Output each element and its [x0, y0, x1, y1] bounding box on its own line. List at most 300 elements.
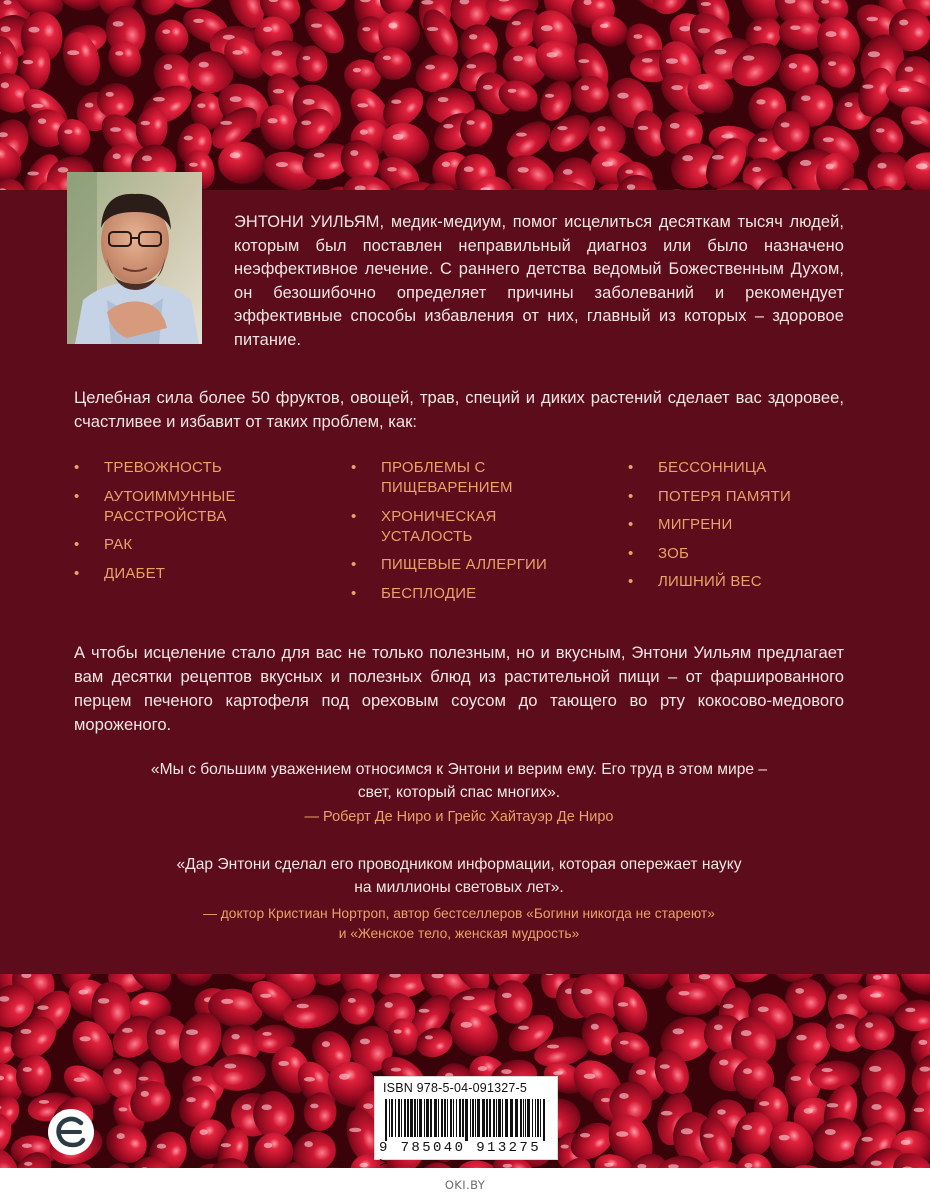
seed-highlight [221, 999, 233, 1004]
pomegranate-seeds-top [0, 0, 930, 190]
seed-highlight [563, 169, 573, 175]
seed-highlight [263, 27, 272, 32]
list-item: • ПОТЕРЯ ПАМЯТИ [628, 487, 791, 505]
barcode-bar [532, 1099, 533, 1137]
seed-highlight [899, 20, 908, 26]
seed-highlight [164, 64, 172, 70]
seed-highlight [866, 17, 878, 22]
seed-highlight [580, 989, 592, 995]
seed-highlight [723, 1004, 734, 1009]
seed-highlight [513, 56, 523, 62]
seed-highlight [618, 1002, 629, 1006]
quote-line: свет, который спас многих». [357, 783, 561, 801]
bullet-icon: • [351, 459, 357, 476]
seed-highlight [600, 24, 608, 28]
intro-paragraph: Целебная сила более 50 фруктов, овощей, трав, специй и диких растений сделает вас здоровее, счастливее и избавит от таких проблем, как: [74, 388, 844, 431]
seed-highlight [604, 1163, 613, 1167]
seed-highlight [905, 66, 914, 71]
seed-highlight [391, 1068, 402, 1072]
seed-highlight [501, 1069, 512, 1074]
quote-line: «Мы с большим уважением относимся к Энтони и верим ему. Его труд в этом мире – [150, 761, 768, 778]
list-item: • АУТОИММУННЫЕ РАССТРОЙСТВА [74, 487, 236, 525]
seed-highlight [546, 52, 557, 57]
author-photo [67, 172, 202, 344]
seed-highlight [617, 93, 628, 99]
seed-highlight [138, 1077, 148, 1081]
seed-highlight [918, 1040, 927, 1045]
problems-list-column-2 [351, 458, 591, 612]
seed-highlight [682, 155, 693, 161]
seed-highlight [557, 126, 567, 130]
barcode-bar [438, 1099, 439, 1137]
seed-highlight [789, 63, 797, 69]
seed-highlight [74, 1078, 86, 1082]
seed-highlight [714, 49, 726, 55]
seed-highlight [508, 89, 517, 93]
bullet-icon: • [74, 564, 80, 582]
seed-highlight [186, 1097, 196, 1102]
seed-highlight [701, 2, 711, 6]
seed-highlight [27, 171, 39, 175]
seed-highlight [348, 998, 356, 1003]
barcode-digits: 9 785040 913275 > [379, 1140, 542, 1168]
seed-highlight [23, 60, 33, 64]
seed-highlight [113, 1068, 121, 1074]
seed-highlight [39, 1100, 49, 1104]
seed-highlight [276, 162, 288, 167]
seed-highlight [197, 103, 205, 108]
barcode-bar [414, 1099, 416, 1137]
list-item: • БЕСПЛОДИЕ [351, 584, 477, 602]
seed-highlight [717, 1109, 726, 1114]
seed-highlight [23, 1067, 32, 1072]
seed-highlight [698, 28, 710, 33]
barcode-bar [465, 1099, 468, 1141]
seed-highlight [421, 0, 433, 5]
seed-highlight [322, 1041, 330, 1047]
seed-highlight [438, 97, 449, 102]
barcode-bar [489, 1099, 491, 1137]
quote-line: на миллионы световых лет». [354, 878, 564, 896]
seed-highlight [862, 84, 873, 88]
seed-highlight [22, 1144, 32, 1148]
barcode-bar [407, 1099, 409, 1137]
seed-highlight [24, 1162, 32, 1166]
barcode-bar [498, 1099, 501, 1137]
seed-highlight [742, 1125, 752, 1130]
seed-highlight [117, 1133, 125, 1139]
seed-highlight [642, 58, 653, 63]
seed-highlight [78, 990, 88, 995]
seed-highlight [681, 1128, 693, 1134]
seed-highlight [580, 1133, 590, 1138]
problems-list-column-1 [74, 458, 314, 592]
seed-highlight [388, 23, 397, 29]
barcode-bar [505, 1099, 508, 1137]
seed-highlight [98, 998, 109, 1004]
seed-highlight [516, 133, 527, 137]
seed-highlight [679, 26, 690, 31]
seed-highlight [466, 120, 474, 124]
barcode-bar [426, 1099, 429, 1137]
seed-highlight [790, 1076, 801, 1081]
seed-highlight [703, 1134, 714, 1138]
seed-highlight [868, 51, 880, 57]
attribution-line: — Роберт Де Ниро и Грейс Хайтауэр Де Ниро [304, 809, 614, 825]
seed-highlight [157, 1144, 166, 1149]
list-item: • МИГРЕНИ [628, 516, 733, 533]
pomegranate-seeds-top-image [0, 0, 930, 190]
seed-highlight [845, 102, 853, 107]
seed-highlight [106, 92, 114, 97]
seed-highlight [79, 1036, 90, 1041]
seed-highlight [349, 1128, 361, 1132]
author-portrait-image [67, 172, 202, 344]
barcode-bar [477, 1099, 480, 1137]
seed-highlight [115, 51, 123, 55]
seed-highlight [638, 126, 648, 130]
seed-highlight [153, 97, 165, 101]
seed-highlight [758, 1007, 769, 1013]
seed-highlight [826, 31, 837, 37]
seed-highlight [871, 1104, 881, 1110]
list-item: • ПРОБЛЕМЫ С ПИЩЕВАРЕНИЕМ [351, 459, 513, 496]
seed-highlight [64, 130, 72, 135]
seed-highlight [869, 1066, 881, 1072]
barcode-bar [543, 1099, 545, 1141]
seed-highlight [752, 167, 761, 172]
seed-highlight [363, 1103, 373, 1109]
seed-highlight [619, 1093, 629, 1099]
seed-highlight [113, 21, 124, 27]
barcode-bar [444, 1099, 446, 1137]
seed-highlight [756, 99, 765, 104]
seed-highlight [28, 27, 39, 33]
seed-highlight [910, 120, 922, 124]
seed-highlight [804, 1108, 813, 1114]
seed-highlight [142, 155, 152, 161]
seed-highlight [394, 1029, 402, 1033]
barcode-bar [447, 1099, 448, 1137]
seed-highlight [425, 1035, 433, 1039]
bullet-icon: • [628, 544, 634, 562]
seed-highlight [905, 1008, 915, 1012]
bullet-icon: • [628, 487, 634, 505]
barcode-bar [535, 1099, 536, 1137]
seed-highlight [698, 84, 709, 89]
seed-highlight [230, 152, 241, 158]
seed-highlight [20, 1029, 31, 1034]
seed-highlight [221, 1143, 231, 1147]
seed-highlight [861, 1137, 872, 1142]
seed-highlight [110, 127, 121, 132]
seed-highlight [1, 82, 9, 88]
barcode-bar [417, 1099, 418, 1137]
seed-highlight [561, 1144, 569, 1148]
seed-highlight [141, 121, 150, 125]
seed-highlight [359, 1163, 367, 1168]
seed-highlight [67, 50, 79, 55]
seed-highlight [714, 1024, 723, 1030]
seed-highlight [278, 1061, 289, 1066]
seed-highlight [636, 1069, 646, 1074]
seed-highlight [547, 1045, 559, 1049]
seed-highlight [362, 27, 370, 31]
seed-highlight [743, 1068, 752, 1074]
bullet-icon: • [628, 459, 634, 476]
barcode-bar [486, 1099, 488, 1137]
seed-highlight [741, 1030, 752, 1036]
seed-highlight [303, 99, 315, 105]
bullet-icon: • [628, 573, 634, 590]
seed-highlight [876, 128, 885, 132]
bullet-icon: • [351, 507, 357, 525]
seed-highlight [743, 55, 755, 60]
barcode-bar [395, 1099, 396, 1137]
seed-highlight [779, 1135, 790, 1141]
seed-highlight [759, 1101, 769, 1106]
seed-highlight [870, 993, 881, 997]
seed-highlight [192, 1076, 201, 1082]
seed-highlight [360, 1038, 370, 1044]
barcode-bar [496, 1099, 497, 1137]
seed-highlight [871, 1160, 882, 1165]
seed-highlight [616, 1131, 628, 1137]
seed-highlight [578, 59, 589, 63]
bullet-icon: • [351, 584, 357, 602]
seed-highlight [200, 1129, 208, 1135]
barcode-bar [410, 1099, 413, 1137]
bullet-icon: • [74, 459, 80, 476]
barcode-bar [502, 1099, 503, 1137]
seed-highlight [825, 1129, 836, 1135]
seed-highlight [518, 167, 529, 173]
bullet-icon: • [74, 536, 80, 553]
seed-highlight [825, 163, 833, 169]
seed-highlight [193, 19, 204, 23]
seed-highlight [721, 134, 733, 138]
seed-highlight [827, 1103, 839, 1107]
list-item: • ТРЕВОЖНОСТЬ [74, 459, 222, 476]
seed-highlight [339, 1074, 350, 1080]
seed-highlight [795, 988, 804, 994]
isbn-barcode [374, 1076, 558, 1168]
seed-highlight [162, 29, 170, 34]
seed-highlight [671, 85, 683, 90]
seed-highlight [836, 1024, 845, 1029]
seed-highlight [357, 103, 368, 107]
seed-highlight [314, 153, 325, 158]
seed-highlight [385, 1002, 393, 1008]
seed-highlight [232, 50, 242, 55]
seed-highlight [796, 1035, 806, 1041]
barcode-bar [424, 1099, 425, 1137]
seed-highlight [666, 58, 678, 64]
seed-highlight [304, 1141, 313, 1147]
seed-highlight [353, 68, 361, 73]
seed-highlight [85, 103, 94, 108]
page-footer [0, 1168, 930, 1200]
seed-highlight [419, 1009, 430, 1013]
seed-highlight [442, 162, 450, 167]
seed-highlight [272, 50, 283, 55]
barcode-bar [515, 1099, 518, 1137]
seed-highlight [224, 1064, 236, 1069]
seed-highlight [242, 1104, 252, 1110]
seed-highlight [633, 34, 642, 39]
seed-highlight [231, 1034, 239, 1040]
seed-highlight [837, 994, 847, 1000]
barcode-bar [434, 1099, 437, 1137]
seed-highlight [553, 1071, 562, 1075]
seed-highlight [267, 118, 277, 123]
seed-highlight [311, 24, 322, 28]
seed-highlight [37, 1005, 48, 1010]
isbn-label: ISBN 978-5-04-091327-5 [383, 1081, 528, 1095]
barcode-bar [540, 1099, 541, 1137]
seed-highlight [712, 155, 724, 160]
barcode-bar [470, 1099, 471, 1137]
seed-highlight [443, 124, 453, 129]
seed-highlight [898, 88, 909, 92]
seed-highlight [31, 104, 43, 108]
seed-highlight [660, 1064, 670, 1069]
seed-highlight [800, 160, 811, 166]
seed-highlight [602, 161, 613, 166]
seed-highlight [425, 65, 435, 70]
problems-list-column-3 [628, 458, 868, 601]
barcode-bar [527, 1099, 530, 1137]
seed-highlight [262, 1104, 272, 1110]
barcode-bar [441, 1099, 443, 1137]
seed-highlight [916, 163, 928, 169]
seed-highlight [360, 129, 368, 134]
seed-highlight [753, 26, 761, 31]
quote-attribution-1 [74, 807, 844, 827]
seed-highlight [719, 1059, 728, 1065]
list-item: • РАК [74, 536, 133, 553]
seed-highlight [512, 21, 521, 25]
testimonial-quote-1 [74, 759, 844, 804]
seed-highlight [464, 166, 474, 172]
seed-highlight [873, 975, 882, 980]
seed-highlight [597, 126, 605, 132]
attribution-line: и «Женское тело, женская мудрость» [338, 926, 580, 941]
barcode-bar [523, 1099, 524, 1137]
barcode-bar [520, 1099, 522, 1137]
site-watermark: OKI.BY [444, 1178, 486, 1192]
seed-highlight [466, 64, 476, 68]
barcode-bar [450, 1099, 452, 1137]
seed-highlight [38, 118, 46, 124]
seed-highlight [383, 56, 391, 61]
seed-highlight [828, 61, 836, 66]
attribution-line: — доктор Кристиан Нортроп, автор бестселлеров «Богини никогда не стареют» [203, 906, 715, 921]
seed-highlight [189, 163, 198, 167]
seed-highlight [758, 138, 768, 142]
seed-highlight [230, 96, 242, 102]
barcode-bar [389, 1099, 390, 1137]
seed-highlight [461, 1022, 472, 1028]
barcode-bar [462, 1099, 464, 1137]
barcode-bars [383, 1099, 551, 1141]
barcode-bar [537, 1099, 539, 1137]
seed-highlight [350, 150, 358, 156]
seed-highlight [301, 120, 311, 125]
seed-highlight [620, 1040, 629, 1044]
seed-highlight [469, 34, 477, 39]
author-bio: ЭНТОНИ УИЛЬЯМ, медик-медиум, помог исцелиться десяткам тысяч людей, которым был поставлен неправильный диагноз или было назначено неэффективное лечение. С раннего детства ведомый Божественным Духом, он безошибочно определяет причины заболеваний и рекомендует эффективные способы избавления от них, главный из которых – здоровое питание. [234, 213, 844, 349]
seed-highlight [264, 1143, 273, 1148]
barcode-bar [475, 1099, 476, 1137]
barcode-bar [391, 1099, 393, 1137]
bullet-icon: • [628, 516, 634, 533]
seed-highlight [699, 974, 711, 979]
seed-highlight [393, 134, 404, 140]
seed-highlight [661, 1111, 673, 1116]
seed-highlight [122, 1028, 133, 1033]
barcode-bar [456, 1099, 457, 1137]
seed-highlight [877, 163, 886, 169]
seed-highlight [865, 1022, 873, 1028]
seed-highlight [260, 994, 271, 998]
seed-highlight [591, 1024, 599, 1030]
list-item: • ЗОБ [628, 544, 690, 562]
seed-highlight [273, 89, 284, 94]
quote-line: «Дар Энтони сделал его проводником информации, которая опережает науку [176, 856, 742, 873]
seed-highlight [823, 137, 834, 142]
barcode-bar [419, 1099, 422, 1137]
seed-highlight [262, 1032, 271, 1036]
seed-highlight [625, 170, 633, 174]
seed-highlight [673, 1028, 684, 1034]
seed-highlight [3, 0, 11, 5]
seed-highlight [502, 993, 512, 998]
seed-highlight [670, 123, 680, 129]
barcode-bar [510, 1099, 513, 1137]
barcode-bar [493, 1099, 495, 1137]
barcode-bar [404, 1099, 406, 1137]
seed-highlight [391, 99, 401, 103]
recipes-paragraph: А чтобы исцеление стало для вас не только полезным, но и вкусным, Энтони Уильям предлагает вам десятки рецептов вкусных и полезных блюд из растительной пищи – от фаршированного перцем печеного картофеля под ореховым соусом до тающего во рту кокосово-медового мороженого. [74, 643, 844, 734]
seed-highlight [790, 25, 800, 30]
seed-highlight [678, 991, 689, 996]
seed-highlight [184, 136, 193, 141]
seed-highlight [541, 25, 553, 31]
seed-highlight [822, 1068, 833, 1072]
testimonial-quote-2 [74, 854, 844, 899]
barcode-bar [401, 1099, 402, 1137]
list-item: • ПИЩЕВЫЕ АЛЛЕРГИИ [351, 556, 548, 573]
barcode-bar [482, 1099, 485, 1137]
seed-highlight [113, 153, 121, 159]
seed-highlight [914, 1108, 925, 1112]
seed-highlight [919, 1066, 930, 1071]
barcode-bar [385, 1099, 387, 1141]
barcode-bar [525, 1099, 526, 1137]
seed-highlight [118, 1107, 127, 1111]
seed-highlight [545, 94, 554, 98]
seed-highlight [155, 1029, 165, 1035]
seed-highlight [801, 95, 810, 101]
seed-highlight [297, 1004, 309, 1009]
seed-highlight [901, 1140, 910, 1145]
list-item: • ЛИШНИЙ ВЕС [628, 573, 762, 590]
seed-highlight [781, 122, 790, 127]
seed-highlight [462, 996, 474, 1000]
barcode-bar [459, 1099, 461, 1137]
barcode-bar [430, 1099, 432, 1137]
